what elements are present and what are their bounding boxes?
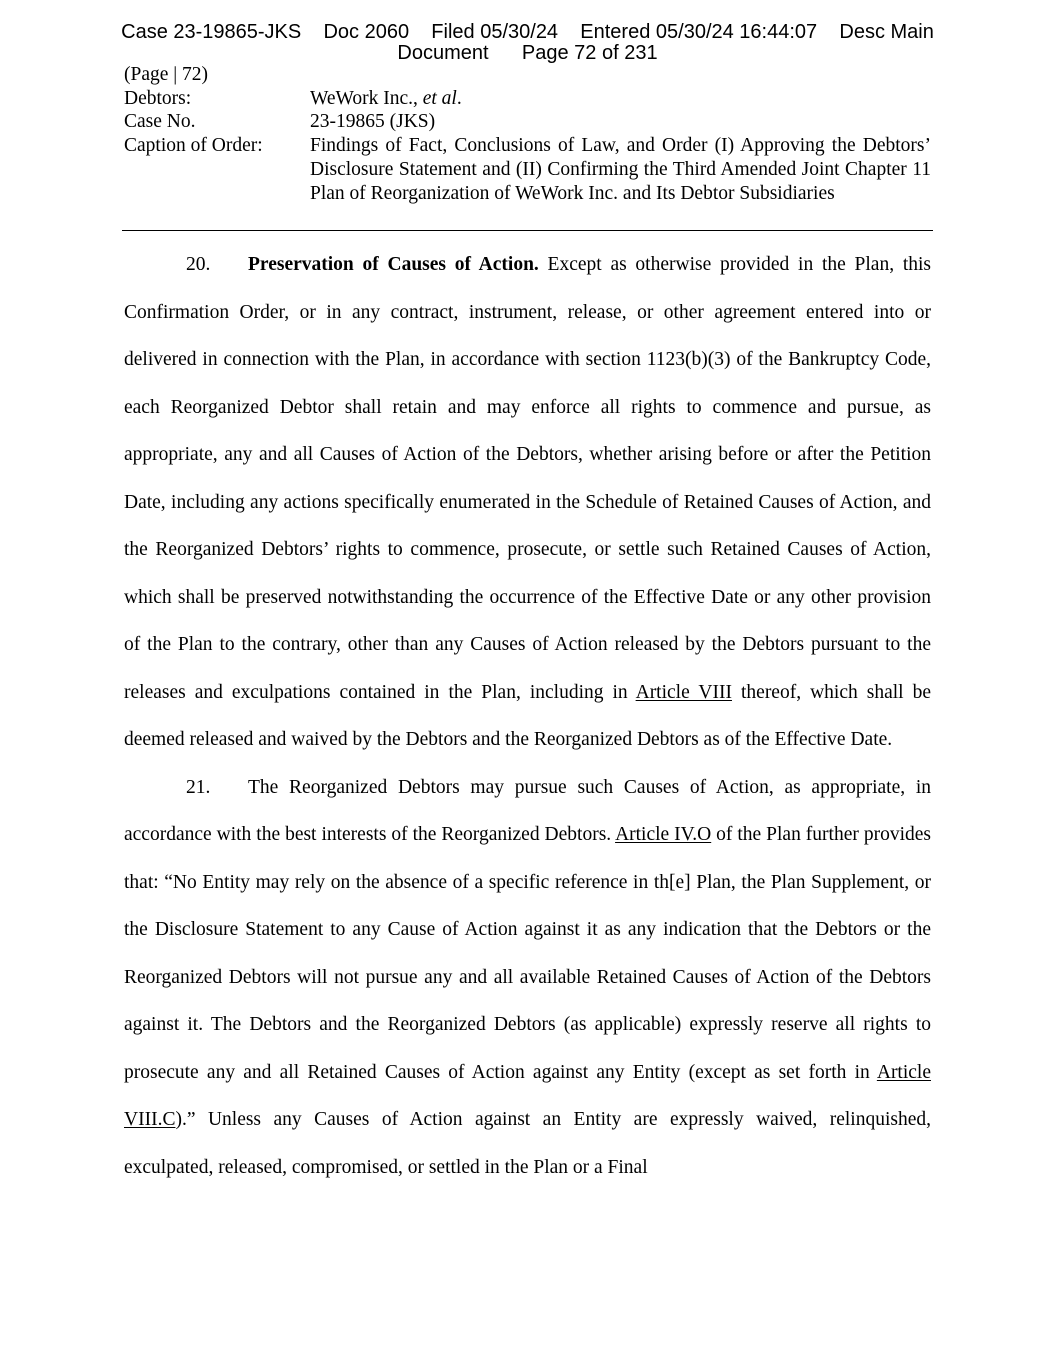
et-al-text: et al xyxy=(422,87,457,109)
court-filing-stamp-page: Document Page 72 of 231 xyxy=(397,42,658,64)
case-row xyxy=(124,110,931,134)
article-viii-c-link: Article VIII.C xyxy=(124,1061,931,1130)
order-header xyxy=(124,63,931,205)
paragraph-20: 20. Preservation of Causes of Action. Except as otherwise provided in the Plan, this Confirmation Order, or in any contract, instrument, release, or other agreement entered into or delivered in connection with the Plan, in accordance with section 1123(b)(3) of the Bankruptcy Code, each Reorganized Debtor shall retain and may enforce all rights to commence and pursue, as appropriate, any and all Causes of Action of the Debtors, whether arising before or after the Petition Date, including any actions specifically enumerated in the Schedule of Retained Causes of Action, and the Reorganized Debtors’ rights to commence, prosecute, or settle such Retained Causes of Action, which shall be preserved notwithstanding the occurrence of the Effective Date or any other provision of the Plan to the contrary, other than any Causes of Action released by the Debtors pursuant to the releases and exculpations contained in the Plan, including in Article VIII thereof, which shall be deemed released and waived by the Debtors and the Reorganized Debtors as of the Effective Date. xyxy=(124,241,931,764)
article-iv-o-link: Article IV.O xyxy=(615,824,712,845)
debtors-value: WeWork Inc., et al. xyxy=(310,87,462,109)
page-reference: (Page | 72) xyxy=(124,64,209,85)
paragraph-heading: Preservation of Causes of Action. xyxy=(248,254,539,275)
article-viii-link: Article VIII xyxy=(635,681,732,703)
caption-row xyxy=(124,134,931,205)
header-divider xyxy=(122,230,933,231)
debtors-label: Debtors: xyxy=(124,87,192,109)
case-label: Case No. xyxy=(124,111,196,133)
caption-label: Caption of Order: xyxy=(124,135,263,157)
paragraph-number: 20. xyxy=(186,254,211,275)
document-body xyxy=(124,241,931,1191)
paragraph-number: 21. xyxy=(186,776,211,798)
paragraph-21: 21. The Reorganized Debtors may pursue such Causes of Action, as appropriate, in accordance with the best interests of the Reorganized Debtors. Article IV.O of the Plan further provides that: “No Entity may rely on the absence of a specific reference in th[e] Plan, the Plan Supplement, or the Disclosure Statement to any Cause of Action against it as any indication that the Debtors or the Reorganized Debtors will not pursue any and all available Retained Causes of Action of the Debtors against it. The Debtors and the Reorganized Debtors (as applicable) expressly reserve all rights to prosecute any and all Retained Causes of Action against any Entity (except as set forth in Article VIII.C).” Unless any Causes of Action against an Entity are expressly waived, relinquished, exculpated, released, compromised, or settled in the Plan or a Final xyxy=(124,764,931,1192)
debtors-row xyxy=(124,87,931,111)
court-filing-stamp: Case 23-19865-JKS Doc 2060 Filed 05/30/24 Entered 05/30/24 16:44:07 Desc Main xyxy=(121,21,934,43)
case-value: 23-19865 (JKS) xyxy=(310,111,436,133)
caption-value: Findings of Fact, Conclusions of Law, and Order (I) Approving the Debtors’ Disclosure Statement and (II) Confirming the Third Amended Joint Chapter 11 Plan of Reorganization of WeWork Inc. and Its Debtor Subsidiaries xyxy=(310,135,931,204)
